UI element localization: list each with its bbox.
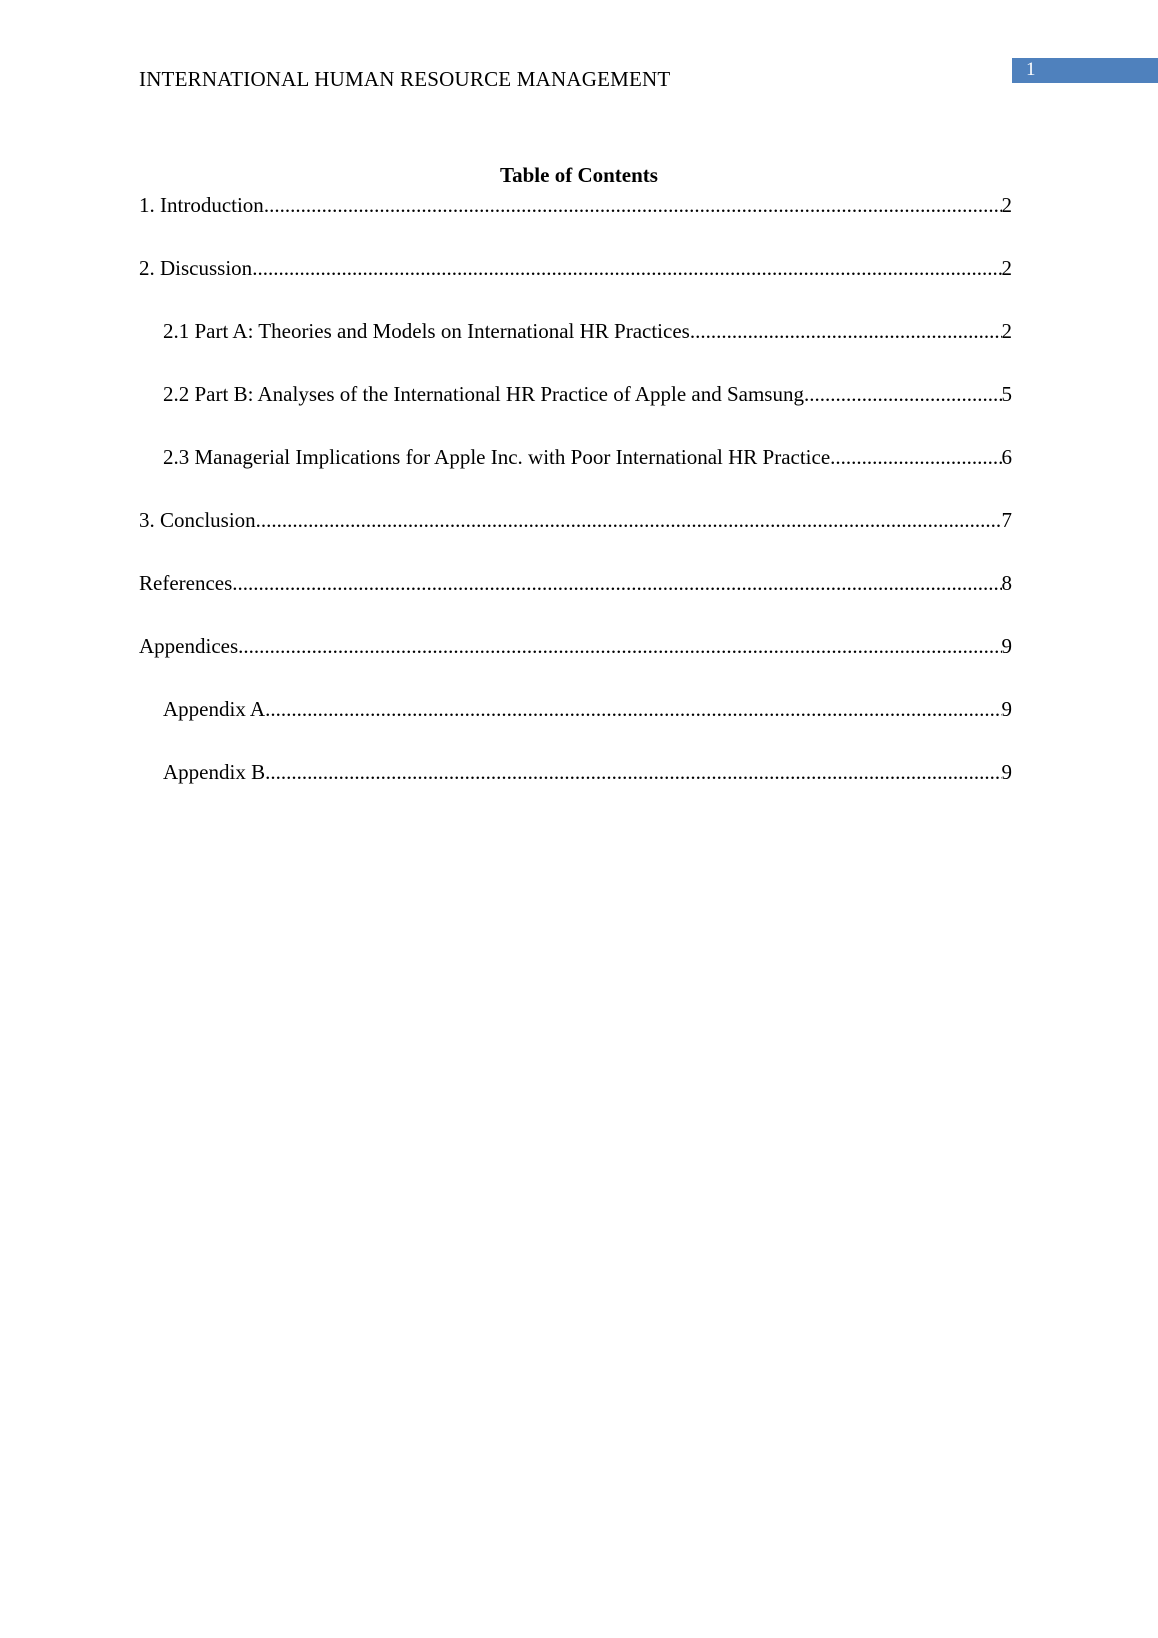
toc-entry-page: 8 bbox=[1001, 571, 1012, 595]
dot-leader bbox=[804, 380, 1002, 408]
toc-entry-label: 2.2 Part B: Analyses of the International HR Practice of Apple and Samsung bbox=[163, 382, 804, 406]
dot-leader bbox=[238, 632, 1001, 660]
toc-entry-references[interactable] bbox=[139, 569, 1012, 632]
toc-entry-page: 2 bbox=[1001, 256, 1012, 280]
toc-entry-page: 9 bbox=[1001, 697, 1012, 721]
toc-entry-conclusion[interactable] bbox=[139, 506, 1012, 569]
toc-entry-label: 1. Introduction bbox=[139, 193, 264, 217]
toc-entry-managerial-implications[interactable] bbox=[139, 443, 1012, 506]
dot-leader bbox=[232, 569, 1001, 597]
page-number-band bbox=[1012, 58, 1158, 83]
toc-entry-page: 9 bbox=[1001, 634, 1012, 658]
toc-entry-introduction[interactable] bbox=[139, 191, 1012, 254]
toc-entry-label: 2.3 Managerial Implications for Apple Inc. with Poor International HR Practice bbox=[163, 445, 831, 469]
dot-leader bbox=[830, 443, 1001, 471]
toc-entry-label: Appendices bbox=[139, 634, 239, 658]
table-of-contents bbox=[139, 191, 1012, 821]
toc-entry-page: 9 bbox=[1001, 760, 1012, 784]
dot-leader bbox=[264, 191, 1002, 219]
running-header-title: INTERNATIONAL HUMAN RESOURCE MANAGEMENT bbox=[139, 67, 671, 91]
toc-heading: Table of Contents bbox=[500, 163, 658, 187]
toc-entry-page: 5 bbox=[1001, 382, 1012, 406]
toc-entry-part-b[interactable] bbox=[139, 380, 1012, 443]
toc-entry-label: 3. Conclusion bbox=[139, 508, 256, 532]
toc-entry-page: 6 bbox=[1001, 445, 1012, 469]
dot-leader bbox=[690, 317, 1002, 345]
toc-entry-label: Appendix A bbox=[163, 697, 266, 721]
dot-leader bbox=[265, 758, 1001, 786]
toc-entry-part-a[interactable] bbox=[139, 317, 1012, 380]
toc-entry-appendices[interactable] bbox=[139, 632, 1012, 695]
dot-leader bbox=[252, 254, 1001, 282]
page-number: 1 bbox=[1026, 59, 1036, 80]
toc-entry-label: References bbox=[139, 571, 233, 595]
toc-entry-appendix-b[interactable] bbox=[139, 758, 1012, 821]
dot-leader bbox=[256, 506, 1002, 534]
toc-entry-appendix-a[interactable] bbox=[139, 695, 1012, 758]
dot-leader bbox=[265, 695, 1001, 723]
toc-entry-label: 2.1 Part A: Theories and Models on International HR Practices bbox=[163, 319, 690, 343]
toc-entry-page: 2 bbox=[1001, 193, 1012, 217]
toc-entry-page: 2 bbox=[1001, 319, 1012, 343]
toc-entry-label: 2. Discussion bbox=[139, 256, 253, 280]
toc-entry-page: 7 bbox=[1001, 508, 1012, 532]
toc-entry-discussion[interactable] bbox=[139, 254, 1012, 317]
toc-entry-label: Appendix B bbox=[163, 760, 266, 784]
